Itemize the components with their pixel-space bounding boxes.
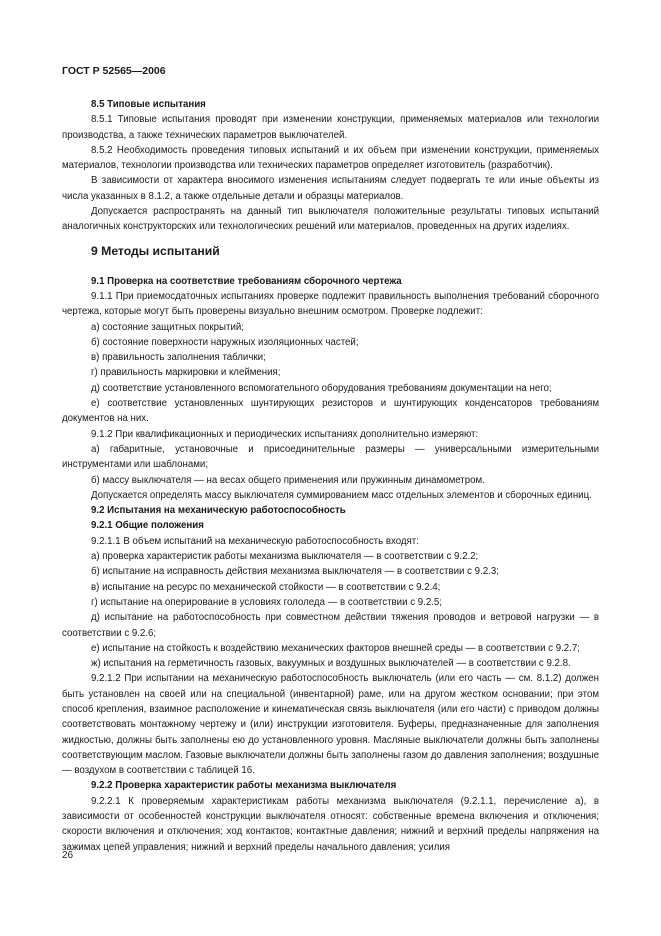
list-item: а) состояние защитных покрытий; (91, 321, 244, 333)
section-9-2-title: 9.2 Испытания на механическую работоспособность (91, 505, 346, 517)
list-item: г) правильность маркировки и клеймения; (91, 367, 281, 379)
list-item: е) соответствие установленных шунтирующих резисторов и шунтирующих конденсаторов требованиям документов на них. (62, 398, 599, 425)
section-9-1-title: 9.1 Проверка на соответствие требованиям сборочного чертежа (91, 275, 402, 287)
paragraph-8-5-1: 8.5.1 Типовые испытания проводят при изменении конструкции, применяемых материалов или технологии производства, а также технических параметров выключателей. (62, 114, 599, 141)
paragraph-9-2-1-1: 9.2.1.1 В объем испытаний на механическую работоспособность входят: (91, 535, 419, 547)
list-item: в) правильность заполнения таблички; (91, 352, 266, 364)
list-item: д) испытание на работоспособность при совместном действии тяжения проводов и ветровой нагрузки — в соответствии с 9.2.6; (62, 612, 599, 639)
document-header: ГОСТ Р 52565—2006 (62, 65, 166, 77)
page-number: 26 (62, 850, 74, 861)
paragraph-8-5-2: 8.5.2 Необходимость проведения типовых испытаний и их объем при изменении конструкции, применяемых материалов, технологии производства или технических параметров определяет изготовитель (разработчик). (62, 144, 599, 172)
list-item: б) испытание на исправность действия механизма выключателя — в соответствии с 9.2.3; (91, 566, 499, 578)
document-page (62, 64, 599, 855)
section-9-title: 9 Методы испытаний (91, 243, 220, 258)
list-item: ж) испытания на герметичность газовых, вакуумных и воздушных выключателей — в соответствии с 9.2.8. (91, 658, 571, 670)
paragraph-9-2-2-1: 9.2.2.1 К проверяемым характеристикам работы механизма выключателя (9.2.1.1, перечисление а), в зависимости от особенностей конструкции выключателя относят: собственные времена включения и отключения; скорости включения и отключения; ход контактов; контактные давления; нижний и верхний пределы напряжения на зажимах цепей управления; нижний и верхний пределы начального давления; усилия (62, 795, 599, 853)
paragraph-9-1-2: 9.1.2 При квалификационных и периодических испытаниях дополнительно измеряют: (91, 428, 479, 440)
list-item: а) проверка характеристик работы механизма выключателя — в соответствии с 9.2.2; (91, 551, 479, 563)
list-item: б) состояние поверхности наружных изоляционных частей; (91, 336, 359, 348)
section-9-2-1-title: 9.2.1 Общие положения (91, 520, 204, 532)
list-item: д) соответствие установленного вспомогательного оборудования требованиям документации на него; (91, 382, 552, 394)
list-item: б) массу выключателя — на весах общего применения или пружинным динамометром. (91, 474, 485, 486)
section-9-1 (62, 274, 599, 503)
section-8-5 (62, 97, 599, 235)
paragraph-8-5-variation: В зависимости от характера вносимого изменения испытаниям следует подвергать те или иные объекты из числа указанных в 8.1.2, а также отдельные детали и образцы материалов. (62, 175, 599, 202)
list-item: в) испытание на ресурс по механической стойкости — в соответствии с 9.2.4; (91, 581, 441, 593)
list-item: е) испытание на стойкость к воздействию механических факторов внешней среды — в соответствии с 9.2.7; (91, 642, 580, 654)
paragraph-9-1-mass: Допускается определять массу выключателя суммированием масс отдельных элементов и сборочных единиц. (91, 489, 592, 501)
paragraph-8-5-permission: Допускается распространять на данный тип выключателя положительные результаты типовых испытаний аналогичных конструкторских или технологических решений или материалов, проведенных на других изделиях. (62, 206, 599, 233)
section-9-2-2-title: 9.2.2 Проверка характеристик работы механизма выключателя (91, 780, 397, 792)
paragraph-9-1-1: 9.1.1 При приемосдаточных испытаниях проверке подлежит правильность выполнения требований сборочного чертежа, которые могут быть проверены визуально внешним осмотром. Проверке подлежит: (62, 290, 599, 318)
section-8-5-title: 8.5 Типовые испытания (91, 99, 206, 110)
list-item: а) габаритные, установочные и присоединительные размеры — универсальными измерительными инструментами или шаблонами; (62, 443, 599, 471)
section-9-2 (62, 503, 599, 855)
paragraph-9-2-1-2: 9.2.1.2 При испытании на механическую работоспособность выключатель (или его часть — см. 8.1.2) должен быть установлен на своей или на специальной (инвентарной) раме, или на другом жестком основании; при этом способ крепления, взаимное расположение и кинематическая связь выключателя (или его части) с приводом должны соответствовать монтажному чертежу и (или) инструкции изготовителя. Буферы, предназначенные для заполнения жидкостью, должны быть заполнены ею до установленного уровня. Масляные выключатели должны быть заполнены соответствующим маслом. Газовые выключатели должны быть заполнены газом до давления заполнения; воздушные — воздухом в соответствии с таблицей 16. (62, 673, 599, 777)
list-item: г) испытание на оперирование в условиях гололеда — в соответствии с 9.2.5; (91, 596, 442, 608)
